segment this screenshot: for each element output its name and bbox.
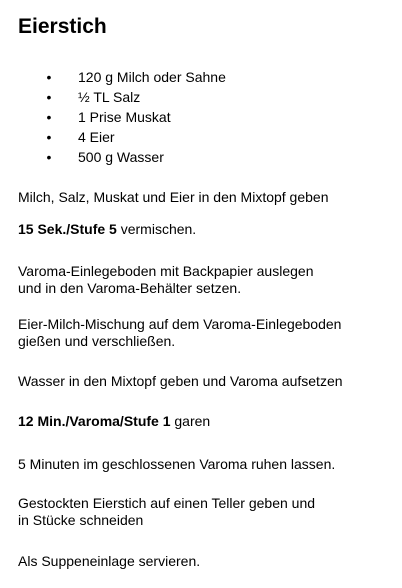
bullet-icon: • <box>46 129 52 145</box>
step-pour-mixture <box>18 316 341 350</box>
step-text: in Stücke schneiden <box>18 512 144 528</box>
step-setting: 15 Sek./Stufe 5 <box>18 221 117 237</box>
ingredient-text: ½ TL Salz <box>78 89 141 105</box>
step-mix <box>18 221 196 238</box>
step-serve <box>18 553 200 570</box>
step-text: Gestockten Eierstich auf einen Teller geben und <box>18 495 316 511</box>
step-add-water <box>18 373 343 390</box>
step-text: Milch, Salz, Muskat und Eier in den Mixtopf geben <box>18 189 329 205</box>
bullet-icon: • <box>46 149 52 165</box>
ingredient-text: 4 Eier <box>78 129 115 145</box>
step-text: Als Suppeneinlage servieren. <box>18 553 201 569</box>
bullet-icon: • <box>46 109 52 125</box>
step-text <box>18 413 210 430</box>
recipe-title: Eierstich <box>18 15 107 38</box>
step-add-ingredients <box>18 189 329 206</box>
step-text: Eier-Milch-Mischung auf dem Varoma-Einlegeboden <box>18 316 342 332</box>
step-action: garen <box>170 413 211 429</box>
step-plate <box>18 495 315 529</box>
step-text: und in den Varoma-Behälter setzen. <box>18 280 242 296</box>
bullet-icon: • <box>46 69 52 85</box>
ingredient-text: 1 Prise Muskat <box>78 109 171 125</box>
bullet-icon: • <box>46 89 52 105</box>
step-text: gießen und verschließen. <box>18 333 176 349</box>
step-text: 5 Minuten im geschlossenen Varoma ruhen lassen. <box>18 456 336 472</box>
step-setting: 12 Min./Varoma/Stufe 1 <box>18 413 171 429</box>
step-cook <box>18 413 210 430</box>
step-text: Varoma-Einlegeboden mit Backpapier auslegen <box>18 263 314 279</box>
step-action: vermischen. <box>116 221 197 237</box>
ingredient-text: 500 g Wasser <box>78 149 164 165</box>
step-rest <box>18 456 335 473</box>
ingredient-text: 120 g Milch oder Sahne <box>78 69 226 85</box>
step-prepare-varoma <box>18 263 313 297</box>
step-text: Wasser in den Mixtopf geben und Varoma aufsetzen <box>18 373 343 389</box>
step-text <box>18 221 196 238</box>
